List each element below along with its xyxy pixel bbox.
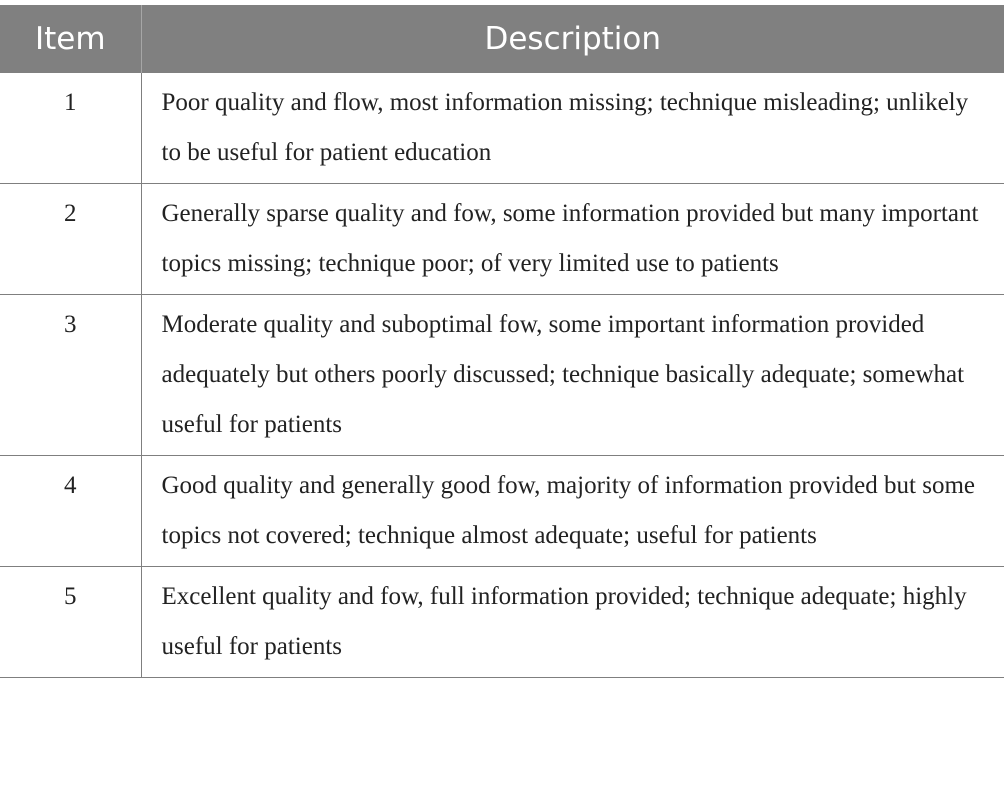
description-cell: Generally sparse quality and fow, some information provided but many important topics missing; technique poor; of very limited use to patients: [141, 184, 1004, 295]
table-row: [0, 456, 1004, 567]
table-row: [0, 567, 1004, 678]
item-number-cell: 2: [0, 184, 141, 295]
item-number-cell: 4: [0, 456, 141, 567]
table-row: [0, 295, 1004, 456]
description-cell: Excellent quality and fow, full information provided; technique adequate; highly useful for patients: [141, 567, 1004, 678]
item-number-cell: 1: [0, 73, 141, 184]
item-number-cell: 5: [0, 567, 141, 678]
description-cell: Moderate quality and suboptimal fow, some important information provided adequately but others poorly discussed; technique basically adequate; somewhat useful for patients: [141, 295, 1004, 456]
column-header-item: Item: [0, 5, 141, 73]
quality-rating-table: [0, 5, 1004, 678]
item-number-cell: 3: [0, 295, 141, 456]
table-header: [0, 5, 1004, 73]
header-row: [0, 5, 1004, 73]
column-header-description: Description: [141, 5, 1004, 73]
table-row: [0, 73, 1004, 184]
description-cell: Poor quality and flow, most information missing; technique misleading; unlikely to be useful for patient education: [141, 73, 1004, 184]
table-body: [0, 73, 1004, 678]
table-row: [0, 184, 1004, 295]
description-cell: Good quality and generally good fow, majority of information provided but some topics not covered; technique almost adequate; useful for patients: [141, 456, 1004, 567]
